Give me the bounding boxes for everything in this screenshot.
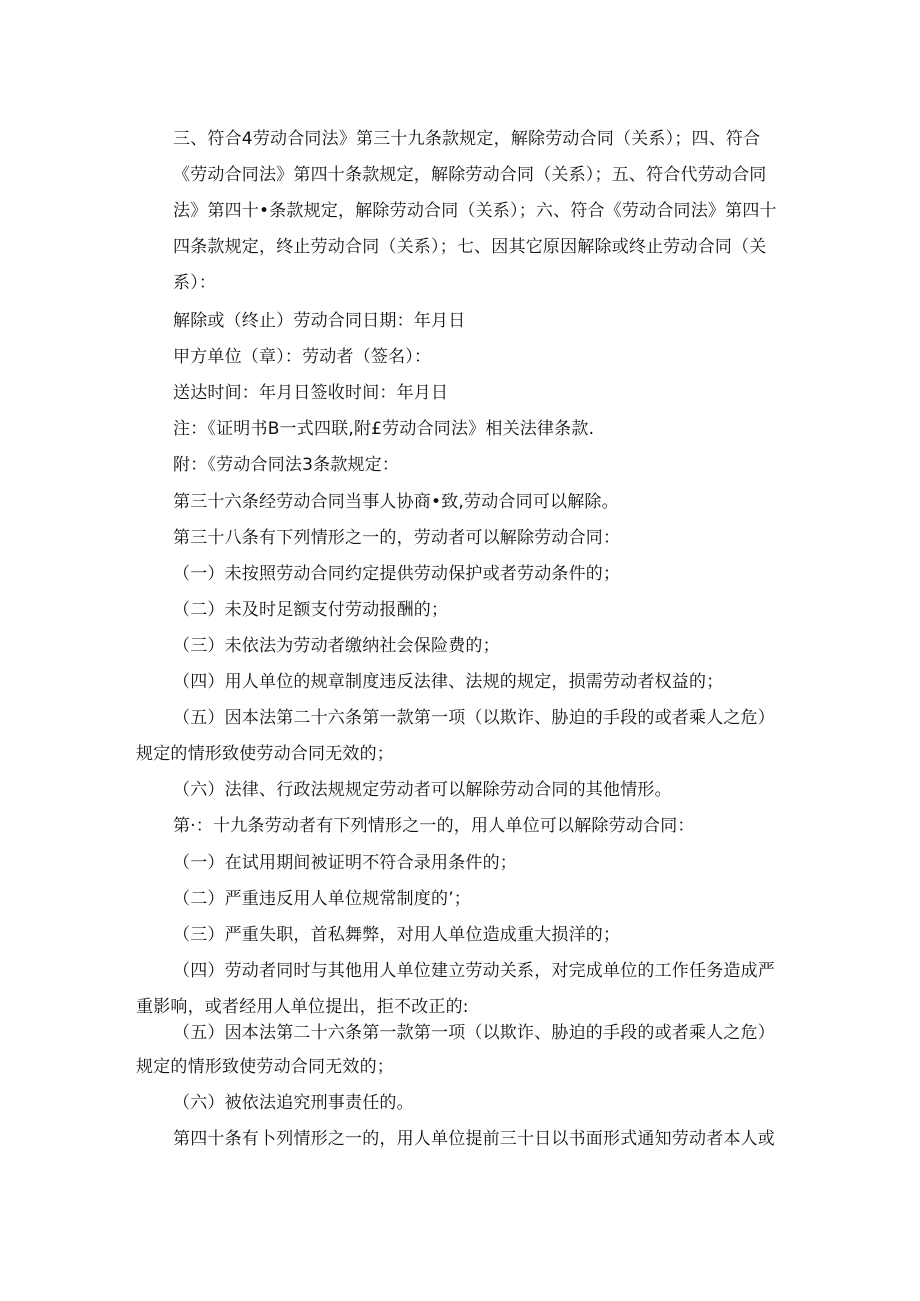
text-line: （四）用人单位的规章制度违反法律、法规的规定，损需劳动者权益的； xyxy=(173,672,724,692)
text-line: （四）劳动者同时与其他用人单位建立劳动关系，对完成单位的工作任务造成严 xyxy=(173,961,775,981)
text-line: 解除或（终止）劳动合同日期：年月日 xyxy=(173,311,466,331)
text-line: （五）因本法第二十六条第一款第一项（以欺诈、胁迫的手段的或者乘人之危） xyxy=(173,708,775,728)
text-line: （六）被依法追究刑事责任的。 xyxy=(173,1093,414,1113)
text-line: （六）法律、行政法规规定劳动者可以解除劳动合同的其他情形。 xyxy=(173,780,672,800)
text-line: 第三十八条有下列情形之一的，劳动者可以解除劳动合同： xyxy=(173,528,621,548)
text-line: 附：《劳动合同法3条款规定： xyxy=(173,455,400,475)
text-line: 第四十条有卜列情形之一的，用人单位提前三十日以书面形式通知劳动者本人或 xyxy=(173,1129,775,1149)
text-line: （三）严重失职，首私舞弊，对用人单位造成重大损洋的； xyxy=(173,925,621,945)
text-line: （一）在试用期间被证明不符合录用条件的； xyxy=(173,853,517,873)
text-line: （二）严重违反用人单位规常制度的’； xyxy=(173,889,472,909)
text-line: 送达时间：年月日签收时间：年月日 xyxy=(173,383,449,403)
text-line: 三、符合4劳动合同法》第三十九条款规定，解除劳动合同（关系）；四、符合 xyxy=(173,129,761,149)
text-line: 规定的情形致使劳动合同无效的； xyxy=(136,744,394,764)
text-line: （一）未按照劳动合同约定提供劳动保护或者劳动条件的； xyxy=(173,564,621,584)
text-line: 系）： xyxy=(173,273,217,293)
text-line: 法》第四十•条款规定，解除劳动合同（关系）；六、符合《劳动合同法》第四十 xyxy=(173,201,777,221)
text-line: （五）因本法第二十六条第一款第一项（以欺诈、胁迫的手段的或者乘人之危） xyxy=(173,1023,775,1043)
text-line: （三）未依法为劳动者缴纳社会保险费的； xyxy=(173,636,500,656)
text-line: 规定的情形致使劳动合同无效的； xyxy=(136,1057,394,1077)
text-line: 重影响，或者经用人单位提出，拒不改正的: xyxy=(136,997,469,1017)
text-line: （二）未及时足额支付劳动报酬的； xyxy=(173,600,449,620)
text-line: 四条款规定，终止劳动合同（关系）；七、因其它原因解除或终止劳动合同（关 xyxy=(173,237,767,257)
text-line: 第三十六条经劳动合同当事人协商•致,劳动合同可以解除。 xyxy=(173,492,619,512)
text-line: 《劳动合同法》第四十条款规定，解除劳动合同（关系）；五、符合代劳动合同 xyxy=(173,165,767,185)
text-line: 注：《证明书B一式四联,附£劳动合同法》相关法律条款. xyxy=(173,419,595,439)
text-line: 甲方单位（章）：劳动者（签名）： xyxy=(173,347,432,367)
text-line: 第·：十九条劳动者有下列情形之一的，用人单位可以解除劳动合同： xyxy=(173,816,695,836)
